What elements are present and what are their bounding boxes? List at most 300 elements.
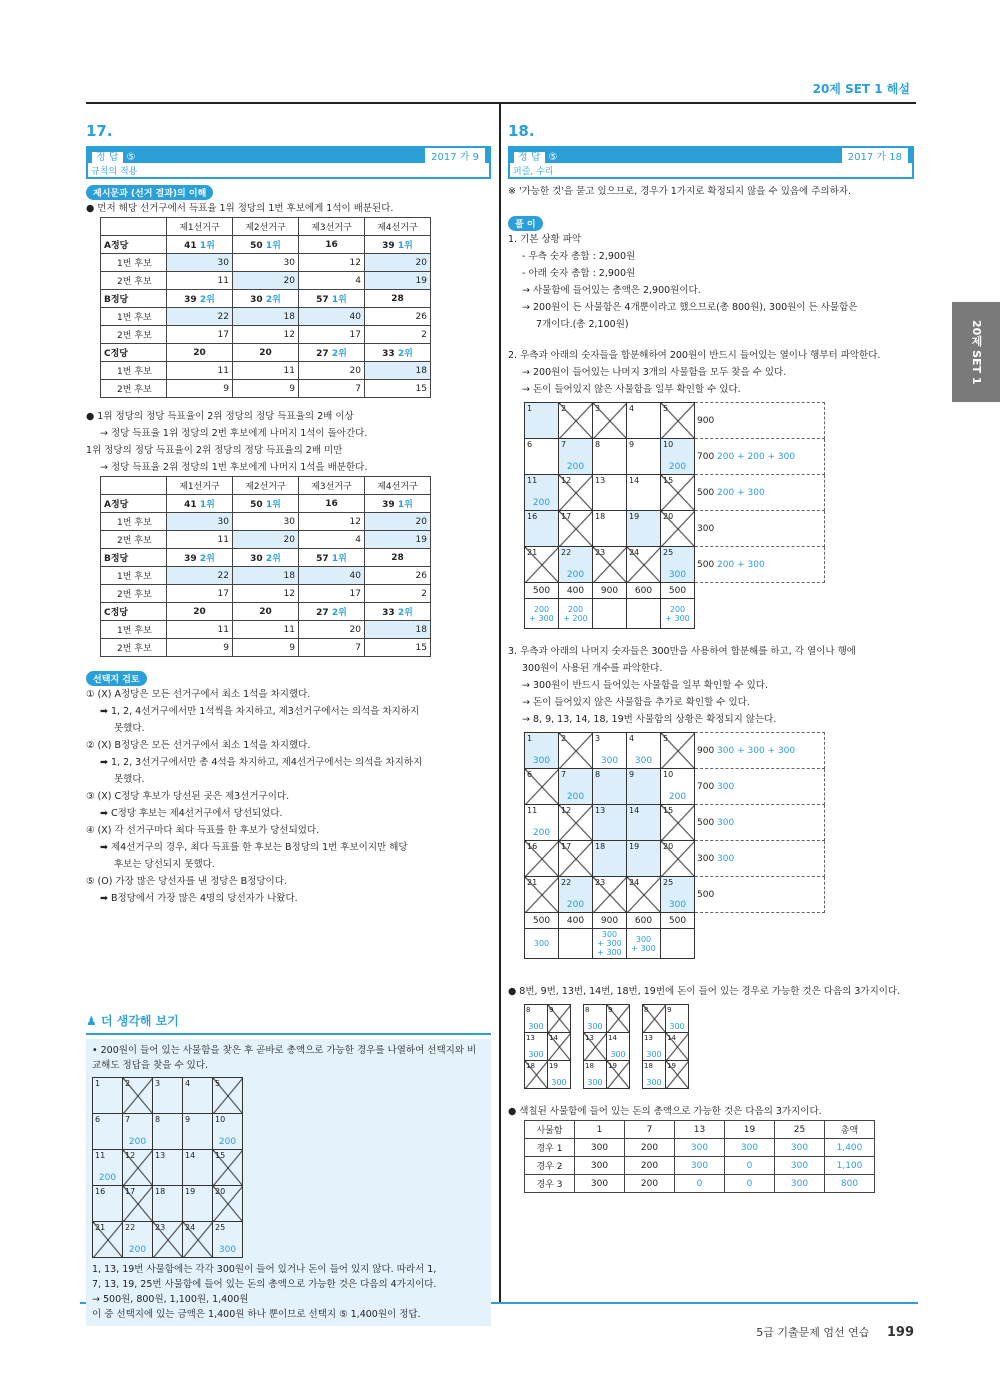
table-cell: 300 xyxy=(575,1139,625,1157)
table-cell: 300 xyxy=(775,1175,825,1193)
table-cell: 15 xyxy=(365,380,431,398)
locker-cell xyxy=(593,547,627,583)
case-grid xyxy=(524,1004,571,1089)
row-sum-cell xyxy=(695,805,825,841)
locker-cell xyxy=(93,1186,123,1222)
locker-cell xyxy=(661,877,695,913)
locker-cell xyxy=(593,475,627,511)
table-cell: 40 xyxy=(299,308,365,326)
section-pill: 풀 이 xyxy=(508,216,543,231)
locker-number: 21 xyxy=(527,878,538,887)
table-cell: 20 xyxy=(233,531,299,549)
locker-amount: 300 xyxy=(587,1022,603,1031)
locker-cell xyxy=(607,1033,630,1061)
case-grids xyxy=(524,1004,914,1089)
table-cell: 4 xyxy=(299,531,365,549)
row-decomposition: 200 + 300 xyxy=(714,487,765,498)
locker-number: 13 xyxy=(155,1151,166,1160)
cell-value: 30 xyxy=(250,554,266,564)
table-cell: 12 xyxy=(299,254,365,272)
step-1 xyxy=(508,231,914,333)
table-cell: 22 xyxy=(167,308,233,326)
locker-number: 4 xyxy=(629,404,635,413)
question-type: 퍼즐, 수리 xyxy=(513,167,554,177)
table-cell: 17 xyxy=(167,585,233,603)
row-sum-cell xyxy=(695,547,825,583)
locker-cell xyxy=(559,475,593,511)
answer-box xyxy=(508,146,914,179)
rank-label: 2위 xyxy=(265,554,281,564)
table-cell: 20 xyxy=(299,621,365,639)
locker-cell xyxy=(183,1186,213,1222)
locker-amount: 300 xyxy=(551,1078,567,1087)
cell-value: 39 xyxy=(382,241,398,251)
table-cell xyxy=(365,603,431,621)
locker-number: 2 xyxy=(125,1079,131,1088)
text-line: 3. 우측과 아래의 나머지 숫자들은 300만을 사용하여 합분해를 하고, 각 열이나 행에 xyxy=(508,646,856,657)
table-cell: 20 xyxy=(233,272,299,290)
table-cell: 12 xyxy=(233,585,299,603)
locker-number: 15 xyxy=(663,806,674,815)
locker-cell xyxy=(525,1061,548,1089)
grid-row xyxy=(93,1186,243,1222)
locker-number: 19 xyxy=(667,1062,676,1070)
locker-amount: 300 xyxy=(218,1245,237,1255)
cell-value: 57 xyxy=(316,554,332,564)
col-decomposition xyxy=(593,599,627,629)
cell-value: 33 xyxy=(382,608,398,618)
table-cell xyxy=(233,290,299,308)
col-sum: 900 xyxy=(593,913,627,929)
table-cell: 9 xyxy=(233,639,299,657)
header-cell: 13 xyxy=(675,1121,725,1139)
rank-label: 2위 xyxy=(199,295,215,305)
question-number: 17. xyxy=(86,122,113,140)
col-decomposition: 200 + 300 xyxy=(661,599,695,629)
table-row xyxy=(101,603,431,621)
locker-cell xyxy=(559,733,593,769)
locker-number: 14 xyxy=(549,1034,558,1042)
table-cell: 9 xyxy=(167,639,233,657)
locker-number: 8 xyxy=(595,770,601,779)
locker-cell xyxy=(183,1114,213,1150)
locker-cell xyxy=(559,511,593,547)
table-cell: 20 xyxy=(167,344,233,362)
locker-cell xyxy=(525,733,559,769)
table-row xyxy=(101,495,431,513)
locker-amount: 200 xyxy=(566,462,585,472)
table-cell: 19 xyxy=(365,531,431,549)
table-cell: 0 xyxy=(725,1175,775,1193)
text-line: 못했다. xyxy=(114,774,145,785)
locker-number: 12 xyxy=(561,476,572,485)
locker-number: 14 xyxy=(185,1151,196,1160)
header-cell: 사물함 xyxy=(525,1121,575,1139)
col-sum: 500 xyxy=(661,583,695,599)
locker-number: 23 xyxy=(595,878,606,887)
row-sum-cell xyxy=(695,877,825,913)
locker-cell xyxy=(525,1005,548,1033)
locker-cell xyxy=(525,1033,548,1061)
locker-number: 18 xyxy=(526,1062,535,1070)
table-cell: 300 xyxy=(775,1139,825,1157)
caution-note: ※ '가능한 것'을 묻고 있으므로, 경우가 1가지로 확정되지 않을 수 있음에 주의하자. xyxy=(508,186,851,197)
text-line: 못했다. xyxy=(114,723,145,734)
table-cell xyxy=(167,549,233,567)
table-cell: 2번 후보 xyxy=(101,531,167,549)
question-18 xyxy=(508,122,914,1193)
row-sum-cell xyxy=(695,475,825,511)
rank-label: 1위 xyxy=(397,500,413,510)
table-cell: 4 xyxy=(299,272,365,290)
locker-number: 19 xyxy=(549,1062,558,1070)
rank-label: 2위 xyxy=(199,554,215,564)
locker-amount: 200 xyxy=(532,498,551,508)
header-cell: 7 xyxy=(625,1121,675,1139)
locker-number: 21 xyxy=(95,1223,106,1232)
table-cell: C정당 xyxy=(101,344,167,362)
table-header-row xyxy=(525,1121,875,1139)
table-cell: 0 xyxy=(725,1157,775,1175)
header-cell: 1 xyxy=(575,1121,625,1139)
col-decomposition: 300 + 300 xyxy=(627,929,661,959)
col-sum: 500 xyxy=(525,913,559,929)
grid-row xyxy=(93,1150,243,1186)
grid-row xyxy=(525,403,825,439)
locker-number: 8 xyxy=(644,1006,649,1014)
col-decomp-row xyxy=(525,929,825,959)
table-cell xyxy=(167,236,233,254)
locker-number: 20 xyxy=(663,842,674,851)
rank-label: 1위 xyxy=(265,500,281,510)
locker-amount: 300 xyxy=(532,756,551,766)
table-cell: 30 xyxy=(233,513,299,531)
table-cell: 11 xyxy=(233,621,299,639)
text-line: → 200원이 든 사물함은 4개뿐이라고 했으므로(총 800원), 300원이 든 사물함은 xyxy=(522,302,858,313)
locker-amount: 200 xyxy=(98,1173,117,1183)
locker-cell xyxy=(643,1033,666,1061)
table-cell: B정당 xyxy=(101,549,167,567)
col-decomposition: 300 + 300 + 300 xyxy=(593,929,627,959)
table-row xyxy=(101,621,431,639)
locker-number: 8 xyxy=(526,1006,531,1014)
locker-number: 1 xyxy=(95,1079,101,1088)
locker-cell xyxy=(661,439,695,475)
table-cell: 11 xyxy=(167,531,233,549)
text-line: → 8, 9, 13, 14, 18, 19번 사물함의 상황은 확정되지 않는다. xyxy=(522,714,777,725)
row-sum-cell xyxy=(695,769,825,805)
col-sum-row xyxy=(525,913,825,929)
text-line: → 돈이 들어있지 않은 사물함을 일부 확인할 수 있다. xyxy=(522,384,741,395)
locker-number: 18 xyxy=(644,1062,653,1070)
grid-row xyxy=(525,1033,571,1061)
step-3 xyxy=(508,643,914,728)
col-sum: 400 xyxy=(559,583,593,599)
locker-cell xyxy=(123,1078,153,1114)
locker-cell xyxy=(627,769,661,805)
grid-row xyxy=(525,439,825,475)
row-decomposition: 300 xyxy=(714,853,735,864)
locker-number: 13 xyxy=(526,1034,535,1042)
locker-number: 20 xyxy=(215,1187,226,1196)
header-cell: 제3선거구 xyxy=(299,218,365,236)
locker-cell xyxy=(548,1033,571,1061)
locker-cell xyxy=(661,733,695,769)
grid-row xyxy=(643,1061,689,1089)
table-cell: 18 xyxy=(233,308,299,326)
table-cell: A정당 xyxy=(101,495,167,513)
table-cell: 0 xyxy=(675,1175,725,1193)
locker-number: 1 xyxy=(527,404,533,413)
locker-number: 4 xyxy=(629,734,635,743)
locker-cell xyxy=(559,769,593,805)
col-sum: 500 xyxy=(661,913,695,929)
table-cell: 18 xyxy=(365,621,431,639)
locker-cell xyxy=(593,841,627,877)
text-line: → 돈이 들어있지 않은 사물함을 추가로 확인할 수 있다. xyxy=(522,697,750,708)
locker-cell xyxy=(525,841,559,877)
row-sum: 300 xyxy=(697,523,715,534)
locker-cell xyxy=(183,1222,213,1258)
header-cell: 제2선거구 xyxy=(233,218,299,236)
locker-cell xyxy=(661,475,695,511)
choice-review xyxy=(86,686,491,907)
table-cell: C정당 xyxy=(101,603,167,621)
locker-number: 23 xyxy=(595,548,606,557)
locker-cell xyxy=(213,1186,243,1222)
row-sum: 500 xyxy=(697,817,715,828)
text-line: - 우측 숫자 총합 : 2,900원 xyxy=(522,251,636,262)
text-line: 후보는 당선되지 못했다. xyxy=(114,859,215,870)
row-sum: 500 xyxy=(697,559,715,570)
table-cell: 2 xyxy=(365,326,431,344)
table-cell: 9 xyxy=(233,380,299,398)
locker-number: 10 xyxy=(663,770,674,779)
locker-cell xyxy=(525,805,559,841)
locker-amount: 200 xyxy=(566,570,585,580)
table-cell: 40 xyxy=(299,567,365,585)
header-cell: 19 xyxy=(725,1121,775,1139)
table-cell: 300 xyxy=(775,1157,825,1175)
table-row xyxy=(101,308,431,326)
table-cell xyxy=(299,603,365,621)
text-line: ① (X) A정당은 모든 선거구에서 최소 1석을 차지했다. xyxy=(86,689,311,700)
locker-number: 13 xyxy=(585,1034,594,1042)
table-cell: 11 xyxy=(167,362,233,380)
table-cell: 20 xyxy=(167,603,233,621)
text-line: ③ (X) C정당 후보가 당선된 곳은 제3선거구이다. xyxy=(86,791,290,802)
locker-cell xyxy=(213,1078,243,1114)
table-row xyxy=(101,236,431,254)
table-cell: 11 xyxy=(233,362,299,380)
locker-number: 11 xyxy=(527,806,538,815)
text-line: 1. 기본 상황 파악 xyxy=(508,234,582,245)
text-line: → 정당 득표율 2위 정당의 1번 후보에게 나머지 1석을 배분한다. xyxy=(100,462,368,473)
locker-number: 6 xyxy=(95,1115,101,1124)
locker-number: 12 xyxy=(125,1151,136,1160)
locker-number: 24 xyxy=(629,878,640,887)
rank-label: 2위 xyxy=(265,295,281,305)
locker-number: 18 xyxy=(595,512,606,521)
table-cell: 20 xyxy=(365,513,431,531)
row-sum-cell xyxy=(695,439,825,475)
locker-cell xyxy=(627,475,661,511)
answer-value: ⑤ xyxy=(126,152,136,163)
locker-number: 2 xyxy=(561,734,567,743)
table-cell xyxy=(299,344,365,362)
locker-cell xyxy=(548,1005,571,1033)
locker-number: 17 xyxy=(125,1187,136,1196)
grid-row xyxy=(525,841,825,877)
locker-cell xyxy=(183,1150,213,1186)
locker-amount: 200 xyxy=(532,828,551,838)
locker-cell xyxy=(666,1061,689,1089)
locker-number: 10 xyxy=(215,1115,226,1124)
col-decomposition xyxy=(559,929,593,959)
row-sum: 700 xyxy=(697,781,715,792)
locker-number: 3 xyxy=(155,1079,161,1088)
header-cell: 제2선거구 xyxy=(233,477,299,495)
locker-cell xyxy=(559,877,593,913)
cell-value: 39 xyxy=(184,554,200,564)
table-row xyxy=(101,513,431,531)
table-cell: 18 xyxy=(365,362,431,380)
answer-box xyxy=(86,146,491,179)
page-header-title: 20제 SET 1 해설 xyxy=(812,82,910,96)
locker-cell xyxy=(153,1078,183,1114)
locker-cell xyxy=(661,769,695,805)
locker-number: 16 xyxy=(527,842,538,851)
row-sum-cell xyxy=(695,403,825,439)
row-sum: 300 xyxy=(697,853,715,864)
col-sum: 400 xyxy=(559,913,593,929)
grid-row xyxy=(525,805,825,841)
table-row xyxy=(525,1157,875,1175)
table-cell: 7 xyxy=(299,380,365,398)
think-outro xyxy=(92,1262,485,1322)
locker-amount: 300 xyxy=(610,1050,626,1059)
locker-cell xyxy=(93,1222,123,1258)
locker-amount: 300 xyxy=(668,900,687,910)
row-decomposition: 200 + 200 + 300 xyxy=(714,451,796,462)
table-cell xyxy=(365,344,431,362)
table-cell xyxy=(365,495,431,513)
locker-number: 19 xyxy=(629,512,640,521)
locker-cell xyxy=(123,1114,153,1150)
table-cell: 1,400 xyxy=(825,1139,875,1157)
row-sum-cell xyxy=(695,733,825,769)
center-rule xyxy=(499,104,501,1304)
case-sum-table xyxy=(524,1120,875,1193)
table-cell: 12 xyxy=(233,326,299,344)
table-cell xyxy=(365,236,431,254)
cell-value: 50 xyxy=(250,500,266,510)
table-cell: 300 xyxy=(725,1139,775,1157)
rank-label: 2위 xyxy=(331,608,347,618)
table-cell: 30 xyxy=(167,513,233,531)
answer-label: 정 답 xyxy=(514,152,545,163)
table-row xyxy=(101,549,431,567)
locker-number: 11 xyxy=(527,476,538,485)
locker-cell xyxy=(559,403,593,439)
row-sum: 700 xyxy=(697,451,715,462)
row-sum: 900 xyxy=(697,745,715,756)
cell-value: 27 xyxy=(316,349,332,359)
locker-number: 8 xyxy=(155,1115,161,1124)
locker-number: 16 xyxy=(527,512,538,521)
locker-amount: 200 xyxy=(128,1137,147,1147)
table-cell xyxy=(233,236,299,254)
col-decomposition: 300 xyxy=(525,929,559,959)
locker-number: 17 xyxy=(561,842,572,851)
table-row xyxy=(101,639,431,657)
locker-number: 8 xyxy=(585,1006,590,1014)
locker-cell xyxy=(661,841,695,877)
grid-row xyxy=(525,547,825,583)
table-cell: 경우 3 xyxy=(525,1175,575,1193)
table-cell: 300 xyxy=(675,1139,725,1157)
locker-amount: 300 xyxy=(646,1050,662,1059)
table-row xyxy=(101,272,431,290)
locker-cell xyxy=(525,403,559,439)
locker-cell xyxy=(153,1150,183,1186)
person-icon: ♟ xyxy=(86,1014,97,1028)
answer-value: ⑤ xyxy=(548,152,558,163)
locker-number: 25 xyxy=(215,1223,226,1232)
locker-number: 16 xyxy=(95,1187,106,1196)
locker-cell xyxy=(627,547,661,583)
locker-number: 5 xyxy=(215,1079,221,1088)
locker-cell xyxy=(661,403,695,439)
locker-cell xyxy=(666,1033,689,1061)
table-header-row xyxy=(101,218,431,236)
locker-cell xyxy=(627,805,661,841)
locker-grid-1 xyxy=(524,402,825,629)
locker-number: 11 xyxy=(95,1151,106,1160)
question-number: 18. xyxy=(508,122,535,140)
table-cell: 26 xyxy=(365,308,431,326)
locker-number: 10 xyxy=(663,440,674,449)
locker-cell xyxy=(593,769,627,805)
locker-cell xyxy=(593,733,627,769)
table-cell: 30 xyxy=(167,254,233,272)
text-line: ➡ C정당 후보는 제4선거구에서 당선되었다. xyxy=(100,808,283,819)
locker-number: 19 xyxy=(185,1187,196,1196)
locker-amount: 300 xyxy=(634,756,653,766)
table-cell: 17 xyxy=(167,326,233,344)
text-line: ② (X) B정당은 모든 선거구에서 최소 1석을 차지했다. xyxy=(86,740,311,751)
table-cell: 1,100 xyxy=(825,1157,875,1175)
col-decomposition: 200 + 200 xyxy=(559,599,593,629)
table-cell: 28 xyxy=(365,290,431,308)
locker-amount: 200 xyxy=(566,900,585,910)
locker-amount: 200 xyxy=(566,792,585,802)
locker-amount: 300 xyxy=(646,1078,662,1087)
locker-number: 9 xyxy=(629,770,635,779)
text-line: 이 중 선택지에 있는 금액은 1,400원 하나 뿐이므로 선택지 ⑤ 1,400원이 정답. xyxy=(92,1309,421,1320)
locker-number: 14 xyxy=(608,1034,617,1042)
think-intro: • 200원이 들어 있는 사물함을 찾은 후 곧바로 총액으로 가능한 경우를 나열하여 선택지와 비교해도 정답을 찾을 수 있다. xyxy=(92,1045,477,1071)
table-cell: 2번 후보 xyxy=(101,639,167,657)
table-cell: 16 xyxy=(299,495,365,513)
table-cell: 경우 1 xyxy=(525,1139,575,1157)
row-sum-cell xyxy=(695,511,825,547)
col-decomposition xyxy=(627,599,661,629)
exam-year: 2017 가 18 xyxy=(842,148,908,163)
locker-cell xyxy=(153,1186,183,1222)
locker-cell xyxy=(584,1033,607,1061)
table-cell xyxy=(233,495,299,513)
